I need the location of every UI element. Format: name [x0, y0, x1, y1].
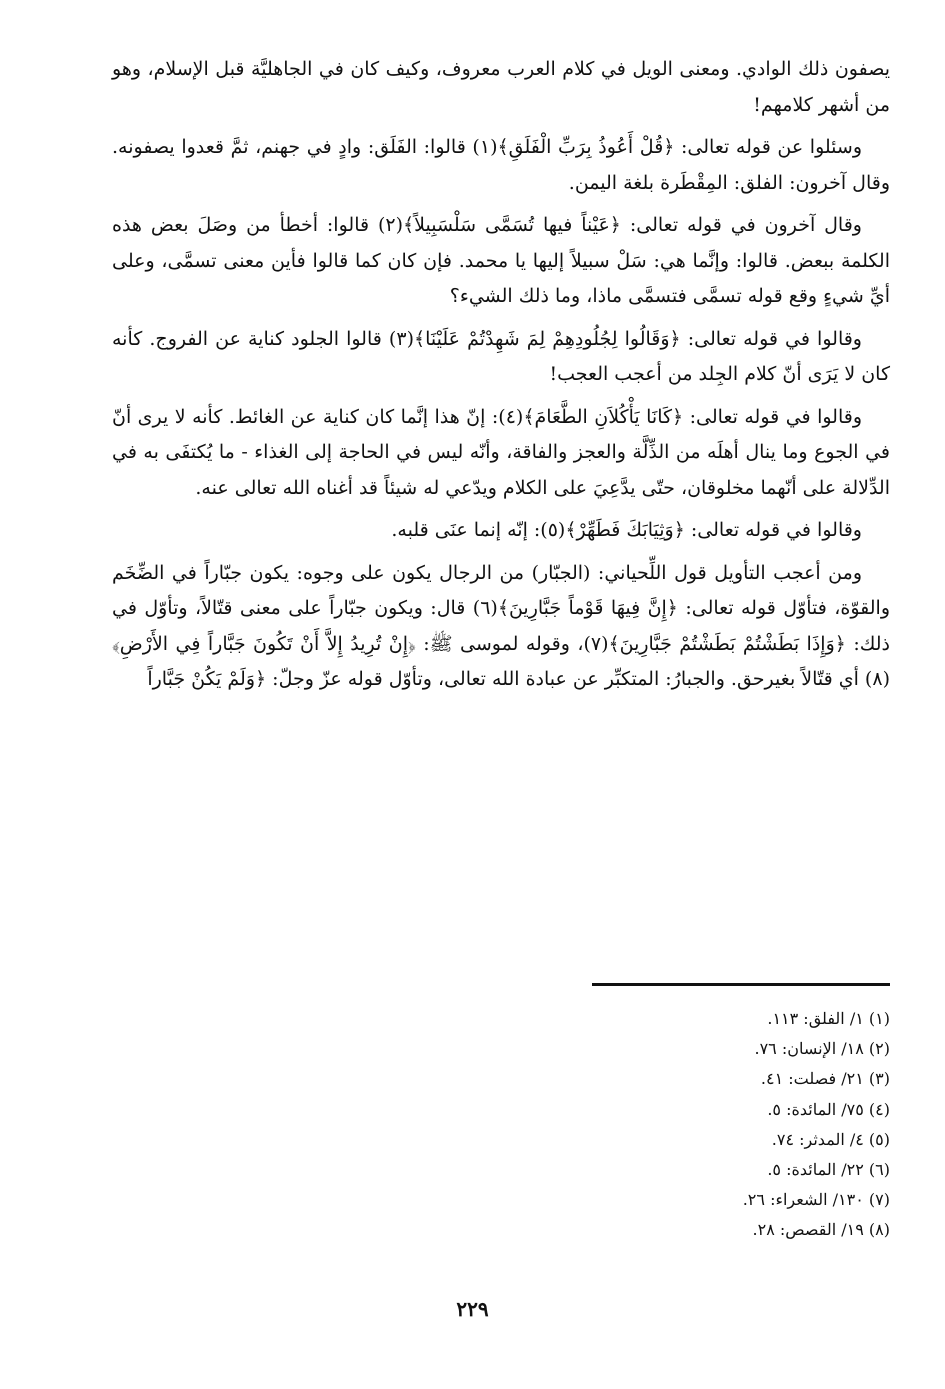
footnote: (٨) ١٩/ القصص: ٢٨. [752, 1220, 890, 1240]
paragraph: وقالوا في قوله تعالى: ﴿وَقَالُوا لِجُلُودِهِمْ لِمَ شَهِدْتُمْ عَلَيْنَا﴾(٣) قالوا الجلود كناية عن الفروج. كأنه كان لا يَرَى أنّ كلام الجِلد من أعجب العجب! [112, 327, 890, 385]
footnote: (١) ١/ الفلق: ١١٣. [767, 1009, 890, 1028]
paragraph: وسئلوا عن قوله تعالى: ﴿قُلْ أَعُوذُ بِرَبِّ الْفَلَقِ﴾(١) قالوا: الفَلَق: وادٍ في جهنم، ثمَّ قعدوا يصفونه. وقال آخرون: الفلق: المِقْطَرة بلغة اليمن. [112, 136, 890, 194]
paragraph: وقالوا في قوله تعالى: ﴿وَثِيَابَكَ فَطَهِّرْ﴾(٥): إنّه إنما عنَى قلبه. [391, 519, 862, 541]
footnote: (٤) ٧٥/ المائدة: ٥. [767, 1099, 890, 1119]
footnote: (٥) ٤/ المدثر: ٧٤. [771, 1129, 890, 1149]
footnotes [500, 1004, 890, 1246]
main-text [112, 52, 890, 705]
paragraph: وقال آخرون في قوله تعالى: ﴿عَيْناً فيها تُسَمَّى سَلْسَبِيلاً﴾(٢) قالوا: أخطأ من وصَلَ بعض هذه الكلمة ببعض. قالوا: وإنَّما هي: سَلْ سبيلاً إليها يا محمد. فإن كان كما قالوا فأين معنى تسمَّى، وعلى أيِّ شيءٍ وقع قوله تسمَّى فتسمَّى ماذا، وما ذلك الشيء؟ [112, 214, 890, 307]
footnote: (٣) ٢١/ فصلت: ٤١. [760, 1069, 890, 1089]
footnote: (٢) ١٨/ الإنسان: ٧٦. [754, 1039, 890, 1059]
page-number: ٢٢٩ [456, 1297, 489, 1321]
footnote: (٦) ٢٢/ المائدة: ٥. [767, 1160, 890, 1180]
paragraph: وقالوا في قوله تعالى: ﴿كَانَا يَأْكُلاَنِ الطَّعَامَ﴾(٤): إنّ هذا إنَّما كان كناية عن الغائط. كأنه لا يرى أنّ في الجوع وما ينال أهلَه من الذِّلَّة والعجز والفاقة، وأنّه ليس في الحاجة إلى الغذاء - ما يُكتفَى به في الدِّلالة على أنّهما مخلوقان، حتّى يدَّعِيَ على الكلام ويدّعي له شيئاً قد أغناه الله تعالى عنه. [112, 405, 890, 499]
paragraph: يصفون ذلك الوادي. ومعنى الويل في كلام العرب معروف، وكيف كان في الجاهليَّة قبل الإسلام، وهو من أشهر كلامهم! [112, 58, 890, 116]
footnote-separator [592, 983, 890, 986]
footnote: (٧) ١٣٠/ الشعراء: ٢٦. [742, 1190, 890, 1210]
paragraph: ومن أعجب التأويل قول اللِّحياني: (الجبّار) من الرجال يكون على وجوه: يكون جبّاراً في الضِّخَم والقوّة، فتأوّل قوله تعالى: ﴿إِنَّ فِيهَا قَوْماً جَبَّارِينَ﴾(٦) قال: ويكون جبّاراً على معنى قتّالاً، وتأوّل في ذلك: ﴿وَإِذَا بَطَشْتُمْ بَطَشْتُمْ جَبَّارِينَ﴾(٧)، وقوله لموسى ﷺ: ﴿إِنْ تُرِيدُ إِلاَّ أَنْ تَكُونَ جَبَّاراً فِي الأَرْضِ﴾(٨) أي قتّالاً بغيرحق. والجبارُ: المتكبِّر عن عبادة الله تعالى، وتأوّل قوله عزّ وجلّ: ﴿وَلَمْ يَكُنْ جَبَّاراً [112, 561, 891, 690]
